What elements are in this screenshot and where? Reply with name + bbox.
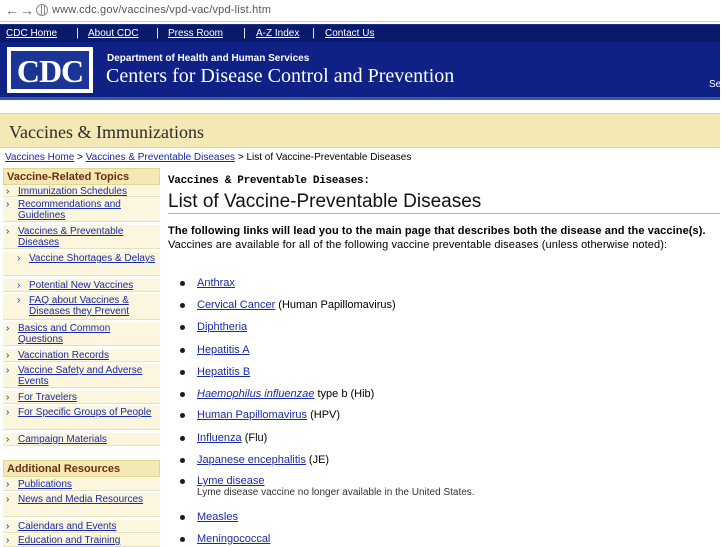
breadcrumb <box>5 152 411 163</box>
sidebar-item-immunization-schedules[interactable] <box>3 185 160 197</box>
chevron-right-icon: › <box>6 186 10 197</box>
sidebar-item-label[interactable]: Vaccines & Preventable Diseases <box>18 226 124 248</box>
chevron-right-icon: › <box>6 434 10 445</box>
chevron-right-icon: › <box>17 280 21 291</box>
chevron-right-icon: › <box>17 295 21 306</box>
section-title: Vaccines & Immunizations <box>9 122 204 142</box>
chevron-right-icon: › <box>6 392 10 403</box>
title-divider <box>168 213 720 214</box>
nav-separator: | <box>312 27 315 39</box>
breadcrumb-separator: > <box>77 152 86 163</box>
chevron-right-icon: › <box>6 323 10 334</box>
site-banner <box>0 42 720 100</box>
disease-link[interactable]: Haemophilus influenzae <box>197 388 315 400</box>
bullet-icon <box>180 436 185 441</box>
breadcrumb-separator: > <box>237 152 247 163</box>
intro-text: Vaccines are available for all of the following vaccine preventable diseases (unless otherwise noted): <box>168 239 668 251</box>
bullet-icon <box>180 348 185 353</box>
breadcrumb-link-vaccines-home[interactable]: Vaccines Home <box>5 152 75 163</box>
sidebar-subitem-faq[interactable] <box>3 294 160 320</box>
sidebar-item-label[interactable]: Campaign Materials <box>18 434 107 445</box>
bullet-icon <box>180 479 185 484</box>
sidebar-item-label[interactable]: Potential New Vaccines <box>29 280 134 291</box>
sidebar-item-label[interactable]: Vaccine Shortages & Delays <box>29 253 155 264</box>
forward-arrow-icon[interactable]: → <box>20 2 34 18</box>
sidebar-item-news-media[interactable] <box>3 493 160 517</box>
disease-link[interactable]: Japanese encephalitis <box>197 454 306 466</box>
disease-note: Lyme disease vaccine no longer available in the United States. <box>197 487 475 498</box>
disease-line <box>197 299 396 311</box>
bullet-icon <box>180 515 185 520</box>
disease-link[interactable]: Cervical Cancer <box>197 299 276 311</box>
sidebar-item-label[interactable]: Basics and Common Questions <box>18 323 111 345</box>
sidebar-item-label[interactable]: For Travelers <box>18 392 77 403</box>
url-field[interactable]: www.cdc.gov/vaccines/vpd-vac/vpd-list.htm <box>52 4 272 16</box>
sidebar-item-label[interactable]: For Specific Groups of People <box>18 407 152 418</box>
intro-paragraph <box>168 224 720 252</box>
intro-bold-text: The following links will lead you to the main page that describes both the disease and the vaccine(s). <box>168 225 706 237</box>
sidebar <box>3 168 160 546</box>
sidebar-item-label[interactable]: Immunization Schedules <box>18 186 127 197</box>
bullet-icon <box>180 537 185 542</box>
chevron-right-icon: › <box>6 199 10 210</box>
chevron-right-icon: › <box>6 494 10 505</box>
disease-detail: (Human Papillomavirus) <box>275 299 396 311</box>
chevron-right-icon: › <box>6 350 10 361</box>
disease-link[interactable]: Diphtheria <box>197 321 248 333</box>
sidebar-item-education-training[interactable] <box>3 534 160 547</box>
page-kicker: Vaccines & Preventable Diseases: <box>168 175 370 187</box>
sidebar-subitem-potential-new-vaccines[interactable] <box>3 279 160 292</box>
disease-line <box>197 409 340 421</box>
sidebar-item-vaccine-safety[interactable] <box>3 364 160 388</box>
chevron-right-icon: › <box>6 226 10 237</box>
nav-separator: | <box>156 27 159 39</box>
breadcrumb-link-preventable-diseases[interactable]: Vaccines & Preventable Diseases <box>85 152 236 163</box>
organization-name: Centers for Disease Control and Prevention <box>106 65 455 87</box>
department-name: Department of Health and Human Services <box>107 53 310 64</box>
chevron-right-icon: › <box>6 365 10 376</box>
sidebar-item-label[interactable]: Recommendations and Guidelines <box>18 199 121 221</box>
bullet-icon <box>180 303 185 308</box>
sidebar-item-vaccination-records[interactable] <box>3 349 160 362</box>
bullet-icon <box>180 392 185 397</box>
sidebar-subitem-vaccine-shortages[interactable] <box>3 252 160 276</box>
chevron-right-icon: › <box>17 253 21 264</box>
sidebar-item-for-travelers[interactable] <box>3 391 160 404</box>
disease-detail: (Flu) <box>241 432 268 444</box>
nav-a-z-index[interactable]: A-Z Index <box>256 28 300 39</box>
disease-link[interactable]: Measles <box>197 511 238 523</box>
nav-about-cdc[interactable]: About CDC <box>88 28 139 39</box>
bullet-icon <box>180 413 185 418</box>
bullet-icon <box>180 325 185 330</box>
search-label-cut: Se <box>709 79 721 90</box>
sidebar-item-label[interactable]: Education and Training <box>18 535 121 546</box>
page-title: List of Vaccine-Preventable Diseases <box>168 191 482 212</box>
sidebar-item-label[interactable]: Vaccination Records <box>18 350 109 361</box>
disease-link[interactable]: Hepatitis A <box>197 344 250 356</box>
nav-separator: | <box>76 27 79 39</box>
nav-contact-us[interactable]: Contact Us <box>325 28 375 39</box>
top-navigation <box>0 24 720 42</box>
disease-link[interactable]: Influenza <box>197 432 242 444</box>
cdc-logo-text: CDC <box>11 51 89 89</box>
sidebar-item-label[interactable]: Publications <box>18 479 72 490</box>
sidebar-item-label[interactable]: FAQ about Vaccines & Diseases they Prevent <box>29 295 130 317</box>
disease-detail: (JE) <box>305 454 330 466</box>
cdc-logo[interactable] <box>7 47 93 93</box>
disease-line <box>197 432 267 444</box>
bullet-icon <box>180 370 185 375</box>
bullet-icon <box>180 458 185 463</box>
browser-address-bar <box>0 0 720 22</box>
sidebar-item-label[interactable]: Vaccine Safety and Adverse Events <box>18 365 143 387</box>
bullet-icon <box>180 281 185 286</box>
nav-cdc-home[interactable]: CDC Home <box>6 28 58 39</box>
section-title-bar <box>0 113 720 148</box>
disease-link[interactable]: Lyme disease <box>197 475 265 487</box>
sidebar-item-basics[interactable] <box>3 322 160 346</box>
chevron-right-icon: › <box>6 479 10 490</box>
breadcrumb-current: List of Vaccine-Preventable Diseases <box>246 152 412 163</box>
chevron-right-icon: › <box>6 535 10 546</box>
sidebar-item-recommendations[interactable] <box>3 198 160 222</box>
sidebar-item-calendars-events[interactable] <box>3 520 160 533</box>
sidebar-item-publications[interactable] <box>3 478 160 491</box>
disease-link[interactable]: Anthrax <box>197 277 235 289</box>
sidebar-item-specific-groups[interactable] <box>3 406 160 430</box>
sidebar-heading-additional-resources: Additional Resources <box>3 460 160 477</box>
sidebar-item-label[interactable]: News and Media Resources <box>18 494 144 505</box>
disease-link[interactable]: Hepatitis B <box>197 366 251 378</box>
sidebar-item-campaign-materials[interactable] <box>3 433 160 446</box>
disease-detail: (HPV) <box>307 409 341 421</box>
nav-press-room[interactable]: Press Room <box>168 28 224 39</box>
disease-line <box>197 388 374 400</box>
chevron-right-icon: › <box>6 407 10 418</box>
disease-link[interactable]: Meningococcal <box>197 533 271 545</box>
sidebar-item-vaccines-preventable-diseases[interactable] <box>3 225 160 249</box>
chevron-right-icon: › <box>6 521 10 532</box>
globe-icon <box>36 4 48 16</box>
sidebar-heading-related-topics: Vaccine-Related Topics <box>3 168 160 185</box>
nav-separator: | <box>243 27 246 39</box>
disease-detail: type b (Hib) <box>314 388 375 400</box>
disease-line <box>197 454 329 466</box>
sidebar-item-label[interactable]: Calendars and Events <box>18 521 117 532</box>
back-arrow-icon[interactable]: ← <box>5 2 19 18</box>
disease-link[interactable]: Human Papillomavirus <box>197 409 308 421</box>
